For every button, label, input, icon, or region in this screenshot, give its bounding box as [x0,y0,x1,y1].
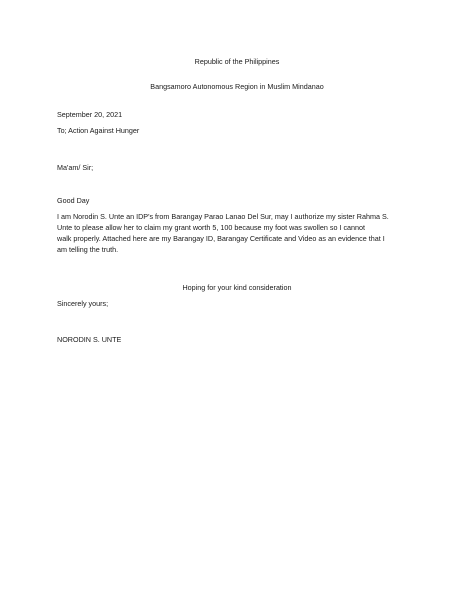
body-line: Unte to please allow her to claim my grant worth 5, 100 because my foot was swollen so I cannot [57,223,366,232]
body-line: walk properly. Attached here are my Barangay ID, Barangay Certificate and Video as an evidence that I [57,234,385,243]
letter-salutation: Ma'am/ Sir; [57,163,94,172]
letter-date: September 20, 2021 [57,110,123,119]
sign-off: Sincerely yours; [57,299,109,308]
body-line: I am Norodin S. Unte an IDP's from Barangay Parao Lanao Del Sur, may I authorize my sister Rahma S. [57,212,389,221]
body-line: am telling the truth. [57,245,119,254]
letter-recipient: To; Action Against Hunger [57,126,140,135]
letter-greeting: Good Day [57,196,90,205]
signature-name: NORODIN S. UNTE [57,335,122,344]
letter-body [57,211,427,255]
closing-line: Hoping for your kind consideration [182,283,292,292]
header-republic: Republic of the Philippines [194,57,280,66]
header-region: Bangsamoro Autonomous Region in Muslim Mindanao [150,82,324,91]
